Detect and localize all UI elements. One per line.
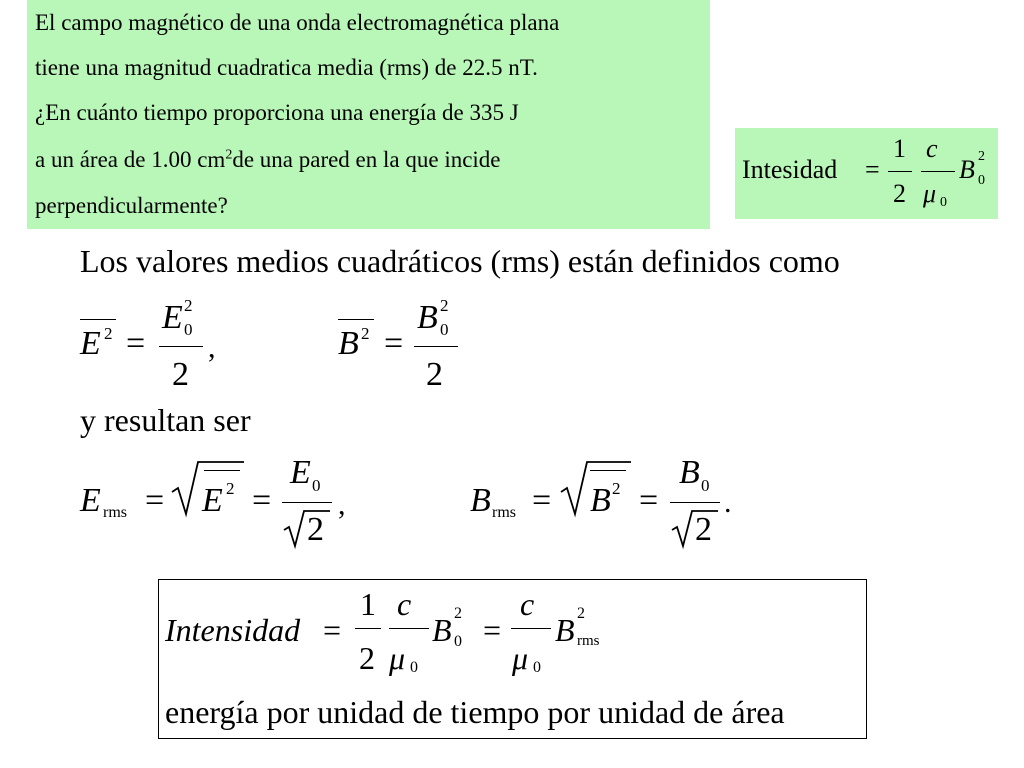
brms-frac-den: 2: [695, 511, 712, 548]
e0-num-sup: 2: [184, 296, 193, 315]
intensity-frac-bar-1: [888, 171, 912, 172]
result-frac-bar-3: [511, 628, 551, 629]
problem-line-4a: a un área de 1.00 cm: [35, 147, 226, 172]
b0-num-sup: 2: [440, 296, 449, 315]
b-def-frac-bar: [414, 346, 458, 347]
intensity-one: 1: [893, 134, 906, 163]
result-c-2: c: [520, 586, 535, 622]
e2-var: E: [80, 325, 101, 362]
e-def-comma: ,: [208, 331, 216, 364]
intensity-b-sup: 2: [978, 149, 985, 164]
e0-num: E: [162, 299, 183, 336]
result-frac-bar-1: [355, 628, 381, 629]
intensity-c: c: [926, 134, 938, 163]
result-one: 1: [360, 586, 376, 622]
problem-line-2: tiene una magnitud cuadratica media (rms) de 22.5 nT.: [35, 55, 538, 80]
intensity-equals: =: [865, 155, 880, 184]
erms-equals-1: =: [145, 482, 165, 519]
e0-num-sub: 0: [184, 320, 193, 339]
erms-inner-var: E: [202, 482, 223, 519]
b2-var: B: [338, 325, 359, 362]
erms-frac-num-sub: 0: [312, 476, 321, 495]
erms-sub: rms: [103, 504, 127, 521]
brms-inner-overline: [590, 470, 626, 471]
b0-num-sub: 0: [440, 320, 449, 339]
result-mu-sub-2: 0: [533, 659, 541, 676]
erms-frac-den: 2: [307, 511, 324, 548]
erms-equals-2: =: [252, 482, 272, 519]
result-brms-sup: 2: [577, 605, 585, 622]
erms-inner-overline: [204, 470, 240, 471]
b-def-equals: =: [384, 325, 404, 362]
problem-line-4: [35, 148, 501, 171]
result-intensity-label: Intensidad: [165, 612, 301, 648]
e-def-frac-bar: [159, 346, 203, 347]
cm-exponent: 2: [225, 147, 233, 163]
b2-overline: [338, 319, 374, 320]
intensity-frac-bar-2: [921, 171, 955, 172]
problem-line-3: ¿En cuánto tiempo proporciona una energía de 335 J: [35, 100, 519, 125]
result-equals-1: =: [323, 612, 342, 648]
intensity-formula-box: [735, 128, 998, 219]
e2-overline: [80, 319, 116, 320]
intensity-b-sub: 0: [978, 173, 985, 188]
erms-inner-sup: 2: [226, 479, 235, 498]
b-def-den: 2: [426, 356, 443, 393]
e-def-den: 2: [172, 356, 189, 393]
brms-frac-bar: [670, 502, 720, 503]
problem-line-5: perpendicularmente?: [35, 193, 228, 218]
erms-frac-num: E: [290, 454, 311, 491]
e-def-equals: =: [126, 325, 146, 362]
erms-frac-bar: [282, 502, 332, 503]
result-intro-text: y resultan ser: [80, 402, 251, 438]
result-b0-sup: 2: [454, 605, 462, 622]
result-two: 2: [359, 640, 375, 676]
rms-intro-text: Los valores medios cuadráticos (rms) están definidos como: [80, 243, 840, 279]
brms-inner-sup: 2: [612, 479, 621, 498]
intensity-two: 2: [893, 179, 906, 208]
problem-line-4b: de una pared en la que incide: [232, 147, 501, 172]
result-mu-sub-1: 0: [410, 659, 418, 676]
result-box: [158, 579, 867, 739]
result-mu-1: μ: [389, 640, 406, 676]
intensity-mu: μ: [923, 179, 937, 208]
e2-sup: 2: [104, 324, 113, 343]
result-brms: B: [555, 612, 575, 648]
result-b0-sub: 0: [454, 633, 462, 650]
result-description: energía por unidad de tiempo por unidad de área: [165, 694, 785, 730]
brms-sub: rms: [492, 504, 516, 521]
result-mu-2: μ: [512, 640, 529, 676]
problem-line-1: El campo magnético de una onda electromagnética plana: [35, 10, 560, 35]
intensity-mu-sub: 0: [940, 195, 947, 210]
intensity-label: Intesidad: [742, 155, 838, 184]
erms-var: E: [80, 482, 101, 519]
result-equals-2: =: [483, 612, 502, 648]
brms-frac-num: B: [679, 454, 700, 491]
result-brms-sub: rms: [577, 633, 600, 649]
problem-statement: [27, 0, 710, 229]
result-c-1: c: [397, 586, 412, 622]
intensity-b: B: [959, 155, 975, 184]
brms-equals-1: =: [532, 482, 552, 519]
erms-comma: ,: [338, 488, 346, 521]
b0-num: B: [417, 299, 438, 336]
result-frac-bar-2: [389, 628, 429, 629]
brms-inner-var: B: [590, 482, 611, 519]
b2-sup: 2: [361, 324, 370, 343]
brms-equals-2: =: [639, 482, 659, 519]
brms-period: .: [724, 486, 732, 519]
result-b0: B: [432, 612, 452, 648]
brms-frac-num-sub: 0: [701, 476, 710, 495]
brms-var: B: [470, 482, 491, 519]
